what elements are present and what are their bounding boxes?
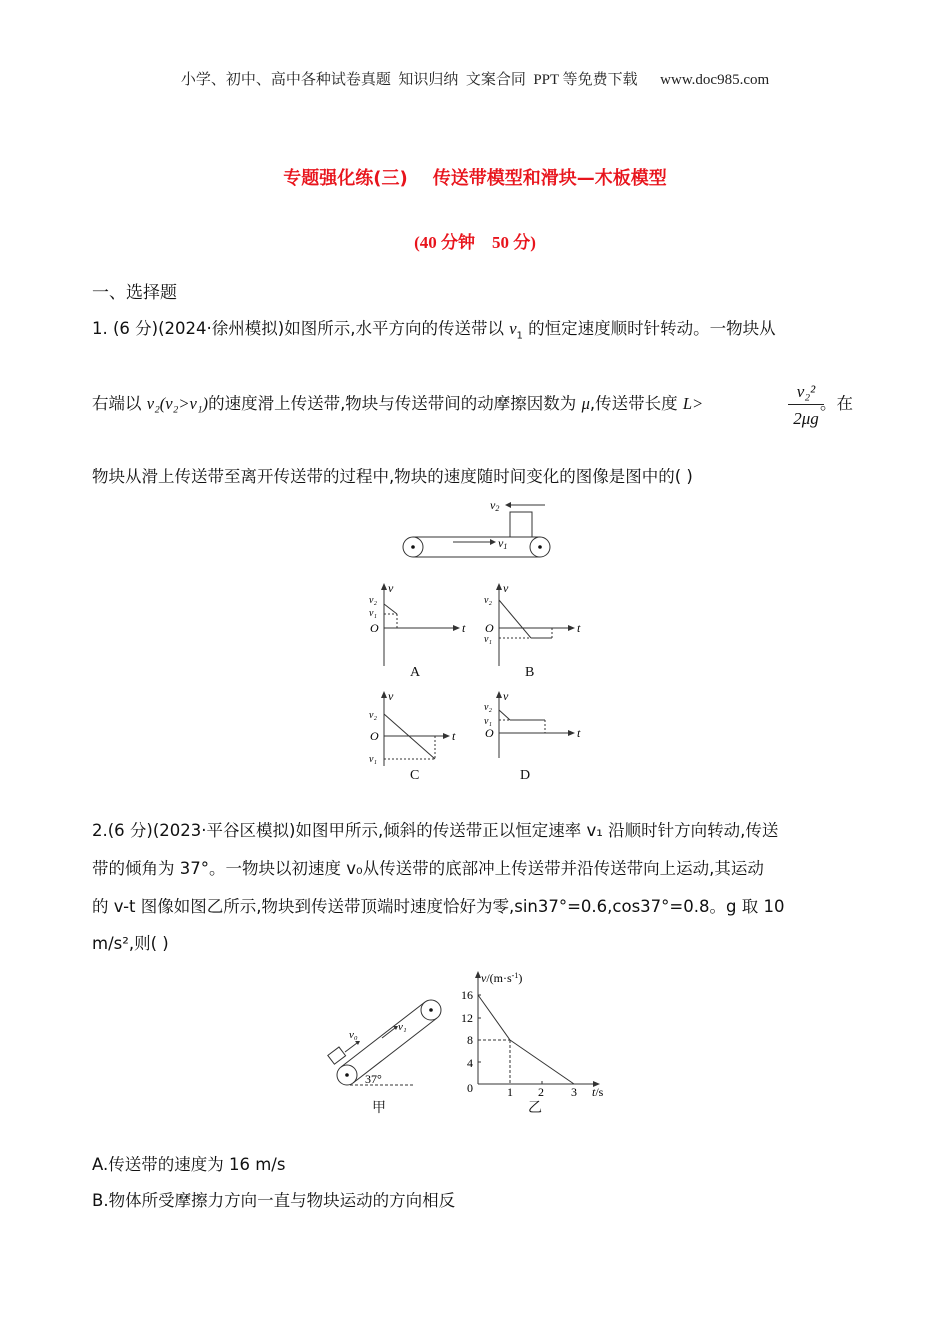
svg-text:v₁: v₁ xyxy=(369,754,377,765)
svg-text:t: t xyxy=(577,726,581,740)
svg-text:v₁: v₁ xyxy=(484,716,492,727)
svg-text:O: O xyxy=(370,729,379,743)
option-a-caption: A xyxy=(410,665,421,680)
page-title: 专题强化练(三) 传送带模型和滑块—木板模型 xyxy=(283,168,667,189)
svg-text:v₂: v₂ xyxy=(369,595,377,606)
svg-text:v₂: v₂ xyxy=(369,710,377,721)
q2-line2: 带的倾角为 37°。一物块以初速度 v₀从传送带的底部冲上传送带并沿传送带向上运动,其运动 xyxy=(92,859,764,878)
q1-number: 1. xyxy=(92,319,108,338)
svg-text:v₂: v₂ xyxy=(484,702,492,713)
graph-option-c[interactable] xyxy=(362,688,472,773)
q2-option-b[interactable]: B.物体所受摩擦力方向一直与物块运动的方向相反 xyxy=(92,1191,456,1210)
svg-text:v: v xyxy=(503,581,509,595)
v2-label: v2 xyxy=(490,498,500,513)
svg-text:O: O xyxy=(485,621,494,635)
svg-text:v₁: v₁ xyxy=(484,634,492,645)
q2-line1: 2.(6 分)(2023·平谷区模拟)如图甲所示,倾斜的传送带正以恒定速率 v₁ 沿顺时针方向转动,传送 xyxy=(92,821,779,840)
svg-text:4: 4 xyxy=(467,1056,473,1070)
svg-text:2: 2 xyxy=(538,1085,544,1096)
header-banner: 小学、初中、高中各种试卷真题 知识归纳 文案合同 PPT 等免费下载 www.doc985.com xyxy=(180,72,770,88)
svg-text:12: 12 xyxy=(461,1011,473,1025)
conveyor-belt-figure xyxy=(395,495,560,565)
option-d-caption: D xyxy=(520,768,531,783)
section-heading: 一、选择题 xyxy=(92,283,177,303)
svg-text:O: O xyxy=(370,621,379,635)
svg-text:v: v xyxy=(388,689,394,703)
svg-text:t: t xyxy=(462,621,466,635)
svg-text:t: t xyxy=(577,621,581,635)
option-c-caption: C xyxy=(410,768,420,783)
vt-chart xyxy=(452,966,622,1096)
x-axis-label: t/s xyxy=(592,1085,604,1096)
svg-text:16: 16 xyxy=(461,988,473,1002)
q2-line3: 的 v-t 图像如图乙所示,物块到传送带顶端时速度恰好为零,sin37°=0.6,cos37°=0.8。g 取 10 xyxy=(92,897,785,916)
figure-yi-caption: 乙 xyxy=(528,1101,542,1116)
fraction-v2sq-over-2mug: $\frac{\text{v₂²}}{2\mu g}$ xyxy=(788,382,824,429)
svg-text:0: 0 xyxy=(467,1081,473,1095)
v1-label-incline: v₁ xyxy=(398,1021,407,1033)
time-score: (40 分钟 50 分) xyxy=(414,233,536,252)
q2-line4: m/s²,则( ) xyxy=(92,934,169,953)
v1-label: v1 xyxy=(498,536,508,551)
inclined-belt-figure xyxy=(325,990,450,1090)
q1-line2: 右端以 v₂(v₂>v₁)的速度滑上传送带,物块与传送带间的动摩擦因数为 μ,传送带长度 L> xyxy=(92,394,704,413)
graph-option-d[interactable] xyxy=(477,688,587,773)
angle-label: 37° xyxy=(365,1072,382,1086)
svg-text:O: O xyxy=(485,726,494,740)
svg-text:v₂: v₂ xyxy=(484,595,492,606)
svg-text:8: 8 xyxy=(467,1033,473,1047)
y-axis-label: $v/(m\cdot s^{-1})$ xyxy=(481,971,523,985)
figure-jia-caption: 甲 xyxy=(372,1101,386,1116)
svg-text:1: 1 xyxy=(507,1085,513,1096)
v0-label: v₀ xyxy=(349,1029,358,1041)
q1-line3: 物块从滑上传送带至离开传送带的过程中,物块的速度随时间变化的图像是图中的( ) xyxy=(92,467,693,486)
option-b-caption: B xyxy=(525,665,535,680)
svg-text:3: 3 xyxy=(571,1085,577,1096)
q1-line2-end: 。在 xyxy=(820,394,853,413)
svg-text:v₁: v₁ xyxy=(369,608,377,619)
svg-text:t: t xyxy=(452,729,456,743)
svg-text:v: v xyxy=(503,689,509,703)
q1-line1: 1. (6 分)(2024·徐州模拟)如图所示,水平方向的传送带以 $v_1$ 的恒定速度顺时针转动。一物块从 xyxy=(92,319,776,342)
q2-option-a[interactable]: A.传送带的速度为 16 m/s xyxy=(92,1155,286,1174)
svg-text:v: v xyxy=(388,581,394,595)
